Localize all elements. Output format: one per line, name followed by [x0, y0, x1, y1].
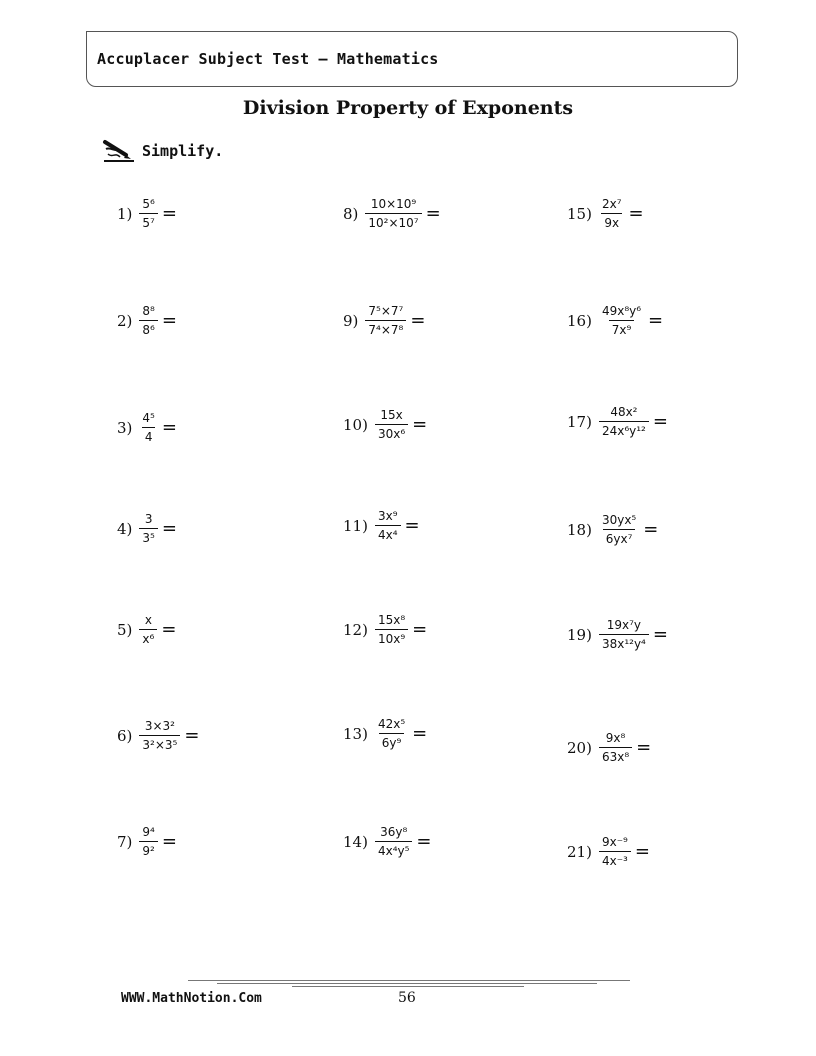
- equals-sign: =: [416, 831, 432, 852]
- header-box: [86, 31, 738, 87]
- equals-sign: =: [184, 725, 200, 746]
- fraction: [599, 836, 631, 867]
- numerator: 49x⁸y⁶: [601, 304, 642, 318]
- numerator: 15x⁸: [377, 613, 406, 627]
- fraction: [375, 826, 412, 857]
- problem-number: 12): [343, 620, 368, 639]
- equals-sign: =: [161, 417, 177, 438]
- problem-9: [343, 305, 425, 336]
- denominator: 10²×10⁷: [365, 213, 421, 229]
- numerator: 2x⁷: [601, 197, 622, 211]
- fraction: [375, 409, 408, 440]
- problem-number: 10): [343, 415, 368, 434]
- equals-sign: =: [652, 624, 668, 645]
- fraction: [139, 305, 157, 336]
- problem-21: [567, 836, 650, 867]
- fraction: [375, 614, 408, 645]
- denominator: 4: [142, 427, 156, 443]
- denominator: 63x⁸: [599, 747, 632, 763]
- denominator: 38x¹²y⁴: [599, 634, 649, 650]
- equals-sign: =: [410, 310, 426, 331]
- problem-15: [567, 198, 644, 229]
- problem-20: [567, 732, 651, 763]
- denominator: 7⁴×7⁸: [365, 320, 406, 336]
- header-title: Accuplacer Subject Test – Mathematics: [97, 50, 439, 68]
- equals-sign: =: [412, 414, 428, 435]
- problem-number: 1): [117, 204, 133, 223]
- denominator: 4x⁻³: [599, 851, 631, 867]
- problem-18: [567, 514, 658, 545]
- instruction-label: Simplify.: [142, 142, 224, 160]
- problem-13: [343, 718, 427, 749]
- numerator: 19x⁷y: [606, 618, 642, 632]
- problem-number: 17): [567, 412, 592, 431]
- denominator: 4x⁴: [375, 525, 401, 541]
- fraction: [599, 406, 649, 437]
- denominator: 24x⁶y¹²: [599, 421, 649, 437]
- fraction: [599, 305, 644, 336]
- denominator: 9x: [601, 213, 622, 229]
- problem-number: 14): [343, 832, 368, 851]
- problem-10: [343, 409, 427, 440]
- numerator: 15x: [380, 408, 403, 422]
- fraction: [375, 718, 408, 749]
- numerator: 8⁸: [142, 304, 155, 318]
- fraction: [139, 614, 157, 645]
- numerator: 7⁵×7⁷: [368, 304, 404, 318]
- problem-number: 20): [567, 738, 592, 757]
- fraction: [599, 619, 649, 650]
- denominator: 7x⁹: [609, 320, 635, 336]
- numerator: 3: [144, 512, 153, 526]
- problem-number: 3): [117, 418, 133, 437]
- instruction: [102, 138, 223, 164]
- equals-sign: =: [412, 619, 428, 640]
- problem-11: [343, 510, 420, 541]
- problem-7: [117, 826, 177, 857]
- fraction: [599, 514, 639, 545]
- problem-number: 8): [343, 204, 359, 223]
- problem-19: [567, 619, 668, 650]
- problem-number: 19): [567, 625, 592, 644]
- denominator: x⁶: [139, 629, 157, 645]
- numerator: x: [144, 613, 152, 627]
- problem-number: 6): [117, 726, 133, 745]
- fraction: [599, 198, 625, 229]
- numerator: 3x⁹: [377, 509, 398, 523]
- footer-rule: [188, 980, 630, 981]
- numerator: 9⁴: [142, 825, 155, 839]
- problem-number: 21): [567, 842, 592, 861]
- numerator: 9x⁻⁹: [601, 835, 628, 849]
- fraction: [365, 305, 406, 336]
- numerator: 4⁵: [142, 411, 155, 425]
- denominator: 30x⁶: [375, 424, 408, 440]
- denominator: 8⁶: [139, 320, 157, 336]
- problem-number: 16): [567, 311, 592, 330]
- fraction: [365, 198, 421, 229]
- denominator: 3²×3⁵: [139, 735, 180, 751]
- problem-14: [343, 826, 432, 857]
- problem-number: 5): [117, 620, 133, 639]
- numerator: 36y⁸: [380, 825, 408, 839]
- fraction: [139, 513, 157, 544]
- denominator: 6yx⁷: [603, 529, 636, 545]
- equals-sign: =: [161, 619, 177, 640]
- numerator: 3×3²: [144, 719, 175, 733]
- equals-sign: =: [404, 515, 420, 536]
- equals-sign: =: [161, 203, 177, 224]
- equals-sign: =: [643, 519, 659, 540]
- problem-4: [117, 513, 177, 544]
- equals-sign: =: [628, 203, 644, 224]
- page-number: 56: [398, 990, 416, 1006]
- problem-number: 4): [117, 519, 133, 538]
- denominator: 9²: [139, 841, 157, 857]
- footer-website: WWW.MathNotion.Com: [121, 991, 262, 1006]
- numerator: 9x⁸: [605, 731, 626, 745]
- problem-2: [117, 305, 177, 336]
- footer-rule: [217, 983, 597, 984]
- equals-sign: =: [412, 723, 428, 744]
- pencil-writing-icon: [102, 138, 136, 164]
- denominator: 10x⁹: [375, 629, 408, 645]
- problem-number: 15): [567, 204, 592, 223]
- problem-12: [343, 614, 427, 645]
- fraction: [375, 510, 401, 541]
- denominator: 5⁷: [139, 213, 157, 229]
- problem-number: 11): [343, 516, 368, 535]
- problem-5: [117, 614, 176, 645]
- equals-sign: =: [652, 411, 668, 432]
- denominator: 6y⁹: [379, 733, 405, 749]
- fraction: [139, 826, 157, 857]
- equals-sign: =: [425, 203, 441, 224]
- problem-number: 18): [567, 520, 592, 539]
- problem-6: [117, 720, 199, 751]
- problem-16: [567, 305, 663, 336]
- problem-1: [117, 198, 177, 229]
- problem-8: [343, 198, 441, 229]
- equals-sign: =: [161, 310, 177, 331]
- problem-number: 13): [343, 724, 368, 743]
- numerator: 30yx⁵: [601, 513, 637, 527]
- page-title: Division Property of Exponents: [242, 97, 574, 119]
- equals-sign: =: [161, 831, 177, 852]
- problem-number: 2): [117, 311, 133, 330]
- fraction: [139, 412, 157, 443]
- denominator: 4x⁴y⁵: [375, 841, 412, 857]
- problem-3: [117, 412, 177, 443]
- numerator: 5⁶: [142, 197, 155, 211]
- fraction: [139, 198, 157, 229]
- equals-sign: =: [648, 310, 664, 331]
- problem-number: 7): [117, 832, 133, 851]
- fraction: [599, 732, 632, 763]
- equals-sign: =: [636, 737, 652, 758]
- problem-number: 9): [343, 311, 359, 330]
- denominator: 3⁵: [139, 528, 157, 544]
- numerator: 42x⁵: [377, 717, 406, 731]
- footer-rule: [292, 986, 524, 987]
- numerator: 48x²: [610, 405, 638, 419]
- equals-sign: =: [161, 518, 177, 539]
- equals-sign: =: [634, 841, 650, 862]
- numerator: 10×10⁹: [370, 197, 417, 211]
- problem-17: [567, 406, 668, 437]
- fraction: [139, 720, 180, 751]
